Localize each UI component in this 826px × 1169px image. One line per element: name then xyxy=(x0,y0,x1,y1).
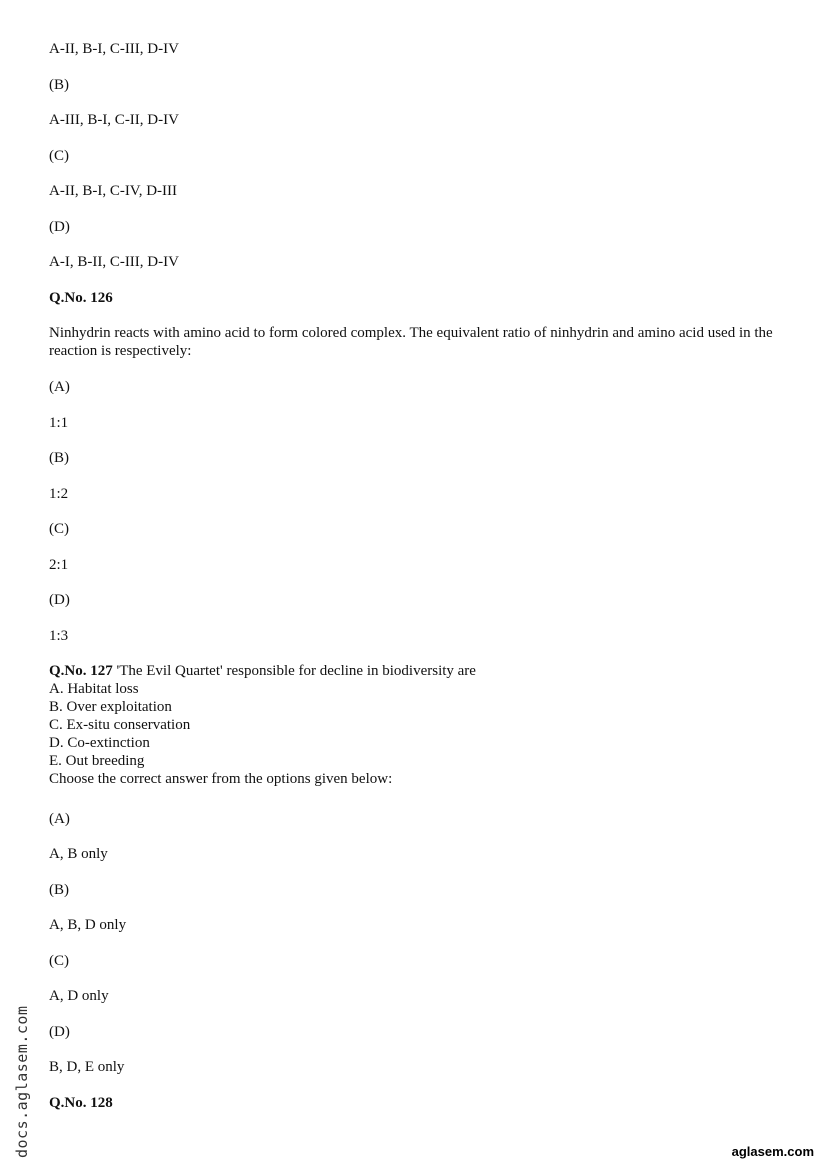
q127-heading: Q.No. 127 xyxy=(49,663,113,679)
q126-option-d-text: 1:3 xyxy=(49,628,69,644)
q127-statement: A. Habitat loss xyxy=(49,681,139,697)
q127-question-text: 'The Evil Quartet' responsible for decline in biodiversity are xyxy=(112,663,476,679)
q125-option-c-label: (C) xyxy=(49,148,69,164)
q127-option-d-text: B, D, E only xyxy=(49,1059,125,1075)
q127-instruction: Choose the correct answer from the options given below: xyxy=(49,771,393,787)
q127-option-b-text: A, B, D only xyxy=(49,917,127,933)
q127-statement: C. Ex-situ conservation xyxy=(49,717,191,733)
q126-option-c-text: 2:1 xyxy=(49,557,69,573)
q126-question-text: Ninhydrin reacts with amino acid to form colored complex. The equivalent ratio of ninhydrin and amino acid used in the reaction is respectively: xyxy=(49,325,773,359)
q126-option-a-text: 1:1 xyxy=(49,415,69,431)
q127-option-a-label: (A) xyxy=(49,811,70,827)
q126-option-b-text: 1:2 xyxy=(49,486,69,502)
q127-option-c-label: (C) xyxy=(49,953,69,969)
q127-option-b-label: (B) xyxy=(49,882,69,898)
q126-option-a-label: (A) xyxy=(49,379,70,395)
q127-option-a-text: A, B only xyxy=(49,846,108,862)
q125-option-b-label: (B) xyxy=(49,77,69,93)
q128-heading: Q.No. 128 xyxy=(49,1095,113,1111)
q125-option-b-text: A-III, B-I, C-II, D-IV xyxy=(49,112,179,128)
q126-option-b-label: (B) xyxy=(49,450,69,466)
q127-statement: D. Co-extinction xyxy=(49,735,150,751)
q125-option-d-label: (D) xyxy=(49,219,70,235)
q127-statement: E. Out breeding xyxy=(49,753,145,769)
q127-option-d-label: (D) xyxy=(49,1024,70,1040)
q127-block xyxy=(49,662,476,788)
q127-heading-line xyxy=(49,662,476,680)
q127-statement: B. Over exploitation xyxy=(49,699,172,715)
q126-option-c-label: (C) xyxy=(49,521,69,537)
side-watermark: docs.aglasem.com xyxy=(13,1005,31,1158)
q127-option-c-text: A, D only xyxy=(49,988,109,1004)
q125-option-c-text: A-II, B-I, C-IV, D-III xyxy=(49,183,178,199)
q126-option-d-label: (D) xyxy=(49,592,70,608)
corner-watermark: aglasem.com xyxy=(731,1144,814,1159)
q126-heading: Q.No. 126 xyxy=(49,290,113,306)
q125-option-a-text: A-II, B-I, C-III, D-IV xyxy=(49,41,179,57)
q125-option-d-text: A-I, B-II, C-III, D-IV xyxy=(49,254,179,270)
